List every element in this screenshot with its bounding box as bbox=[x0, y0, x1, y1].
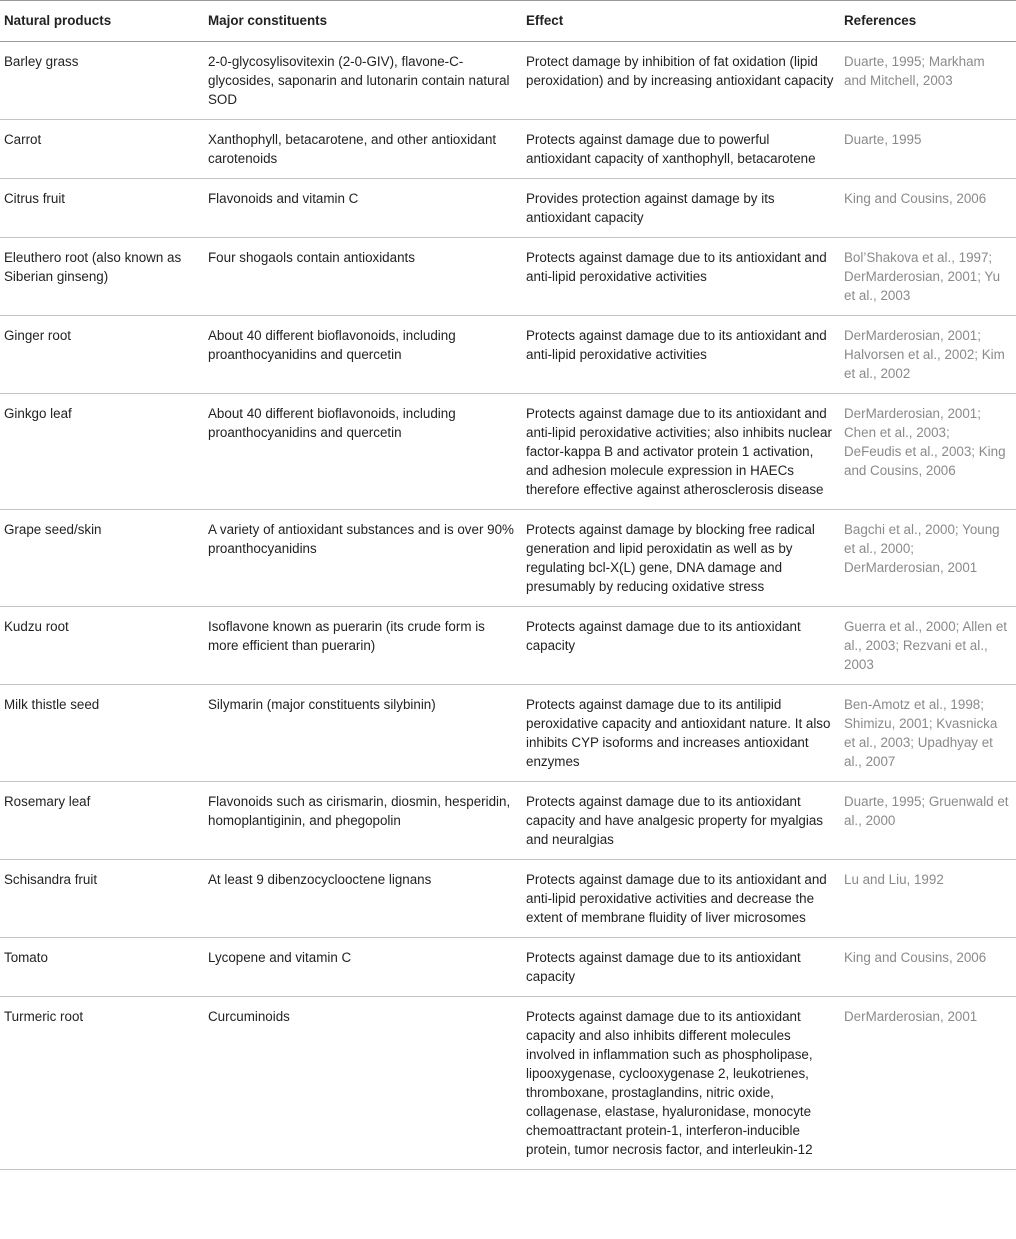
table-row bbox=[0, 997, 1016, 1170]
cell-references: Bol’Shakova et al., 1997; DerMarderosian, 2001; Yu et al., 2003 bbox=[844, 250, 1001, 303]
table-header bbox=[0, 1, 1016, 42]
cell-effect: Protects against damage due to its antioxidant capacity bbox=[526, 619, 801, 653]
cell-effect: Protects against damage due to its antioxidant and anti-lipid peroxidative activities bbox=[526, 328, 827, 362]
cell-effect: Protects against damage due to its antioxidant capacity and also inhibits different molecules involved in inflammation such as phospholipase, lipooxygenase, cyclooxygenase 2, leukotrienes, thromboxane, prostaglandins, nitric oxide, collagenase, elastase, hyaluronidase, monocyte chemoattractant protein-1, interferon-inducible protein, tumor necrosis factor, and interleukin-12 bbox=[526, 1009, 813, 1157]
cell-constituents: About 40 different bioflavonoids, including proanthocyanidins and quercetin bbox=[208, 406, 456, 440]
cell-product: Eleuthero root (also known as Siberian ginseng) bbox=[4, 250, 182, 284]
cell-constituents: Silymarin (major constituents silybinin) bbox=[208, 697, 436, 712]
cell-product: Milk thistle seed bbox=[4, 697, 100, 712]
cell-product: Rosemary leaf bbox=[4, 794, 91, 809]
table-row bbox=[0, 179, 1016, 238]
cell-product: Kudzu root bbox=[4, 619, 69, 634]
cell-constituents: At least 9 dibenzocyclooctene lignans bbox=[208, 872, 432, 887]
header-major-constituents: Major constituents bbox=[208, 13, 328, 28]
table-row bbox=[0, 938, 1016, 997]
table-row bbox=[0, 394, 1016, 510]
table-row bbox=[0, 607, 1016, 685]
cell-references: Duarte, 1995; Gruenwald et al., 2000 bbox=[844, 794, 1009, 828]
cell-product: Ginkgo leaf bbox=[4, 406, 72, 421]
header-row bbox=[0, 1, 1016, 42]
table-row bbox=[0, 42, 1016, 120]
cell-product: Carrot bbox=[4, 132, 42, 147]
table-row bbox=[0, 238, 1016, 316]
cell-effect: Protects against damage by blocking free radical generation and lipid peroxidatin as well as by regulating bcl-X(L) gene, DNA damage and presumably by reducing oxidative stress bbox=[526, 522, 815, 594]
header-references: References bbox=[844, 13, 917, 28]
table-body bbox=[0, 42, 1016, 1170]
cell-constituents: Lycopene and vitamin C bbox=[208, 950, 352, 965]
cell-product: Grape seed/skin bbox=[4, 522, 102, 537]
cell-effect: Protects against damage due to its antioxidant and anti-lipid peroxidative activities bbox=[526, 250, 827, 284]
cell-references: Ben-Amotz et al., 1998; Shimizu, 2001; Kvasnicka et al., 2003; Upadhyay et al., 2007 bbox=[844, 697, 998, 769]
cell-effect: Protect damage by inhibition of fat oxidation (lipid peroxidation) and by increasing antioxidant capacity bbox=[526, 54, 834, 88]
cell-constituents: 2-0-glycosylisovitexin (2-0-GIV), flavone-C-glycosides, saponarin and lutonarin contain natural SOD bbox=[208, 54, 510, 107]
cell-references: Duarte, 1995 bbox=[844, 132, 922, 147]
cell-references: Guerra et al., 2000; Allen et al., 2003; Rezvani et al., 2003 bbox=[844, 619, 1008, 672]
cell-references: Duarte, 1995; Markham and Mitchell, 2003 bbox=[844, 54, 985, 88]
cell-effect: Protects against damage due to its antilipid peroxidative capacity and antioxidant nature. It also inhibits CYP isoforms and increases antioxidant enzymes bbox=[526, 697, 831, 769]
table-row bbox=[0, 316, 1016, 394]
table-row bbox=[0, 510, 1016, 607]
table-row bbox=[0, 782, 1016, 860]
cell-references: King and Cousins, 2006 bbox=[844, 191, 987, 206]
table-row bbox=[0, 120, 1016, 179]
header-natural-products: Natural products bbox=[4, 13, 112, 28]
cell-constituents: Isoflavone known as puerarin (its crude form is more efficient than puerarin) bbox=[208, 619, 485, 653]
cell-references: DerMarderosian, 2001; Chen et al., 2003; DeFeudis et al., 2003; King and Cousins, 2006 bbox=[844, 406, 1006, 478]
cell-effect: Protects against damage due to its antioxidant and anti-lipid peroxidative activities; also inhibits nuclear factor-kappa B and activator protein 1 activation, and adhesion molecule expression in HAECs therefore effective against atherosclerosis disease bbox=[526, 406, 832, 497]
cell-constituents: A variety of antioxidant substances and is over 90% proanthocyanidins bbox=[208, 522, 514, 556]
table-row bbox=[0, 860, 1016, 938]
cell-product: Tomato bbox=[4, 950, 48, 965]
cell-references: Bagchi et al., 2000; Young et al., 2000; DerMarderosian, 2001 bbox=[844, 522, 1000, 575]
header-effect: Effect bbox=[526, 13, 564, 28]
cell-product: Turmeric root bbox=[4, 1009, 84, 1024]
cell-constituents: Flavonoids such as cirismarin, diosmin, hesperidin, homoplantiginin, and phegopolin bbox=[208, 794, 511, 828]
cell-product: Citrus fruit bbox=[4, 191, 66, 206]
cell-effect: Provides protection against damage by its antioxidant capacity bbox=[526, 191, 775, 225]
cell-effect: Protects against damage due to its antioxidant capacity bbox=[526, 950, 801, 984]
cell-constituents: Four shogaols contain antioxidants bbox=[208, 250, 415, 265]
table-row bbox=[0, 685, 1016, 782]
cell-product: Barley grass bbox=[4, 54, 79, 69]
cell-constituents: Curcuminoids bbox=[208, 1009, 290, 1024]
cell-references: Lu and Liu, 1992 bbox=[844, 872, 944, 887]
cell-constituents: Xanthophyll, betacarotene, and other antioxidant carotenoids bbox=[208, 132, 497, 166]
cell-references: King and Cousins, 2006 bbox=[844, 950, 987, 965]
cell-product: Ginger root bbox=[4, 328, 71, 343]
cell-effect: Protects against damage due to powerful antioxidant capacity of xanthophyll, betacarotene bbox=[526, 132, 816, 166]
cell-effect: Protects against damage due to its antioxidant and anti-lipid peroxidative activities and decrease the extent of membrane fluidity of liver microsomes bbox=[526, 872, 827, 925]
cell-constituents: About 40 different bioflavonoids, including proanthocyanidins and quercetin bbox=[208, 328, 456, 362]
cell-constituents: Flavonoids and vitamin C bbox=[208, 191, 359, 206]
cell-product: Schisandra fruit bbox=[4, 872, 98, 887]
cell-references: DerMarderosian, 2001 bbox=[844, 1009, 978, 1024]
cell-effect: Protects against damage due to its antioxidant capacity and have analgesic property for myalgias and neuralgias bbox=[526, 794, 823, 847]
cell-references: DerMarderosian, 2001; Halvorsen et al., 2002; Kim et al., 2002 bbox=[844, 328, 1005, 381]
